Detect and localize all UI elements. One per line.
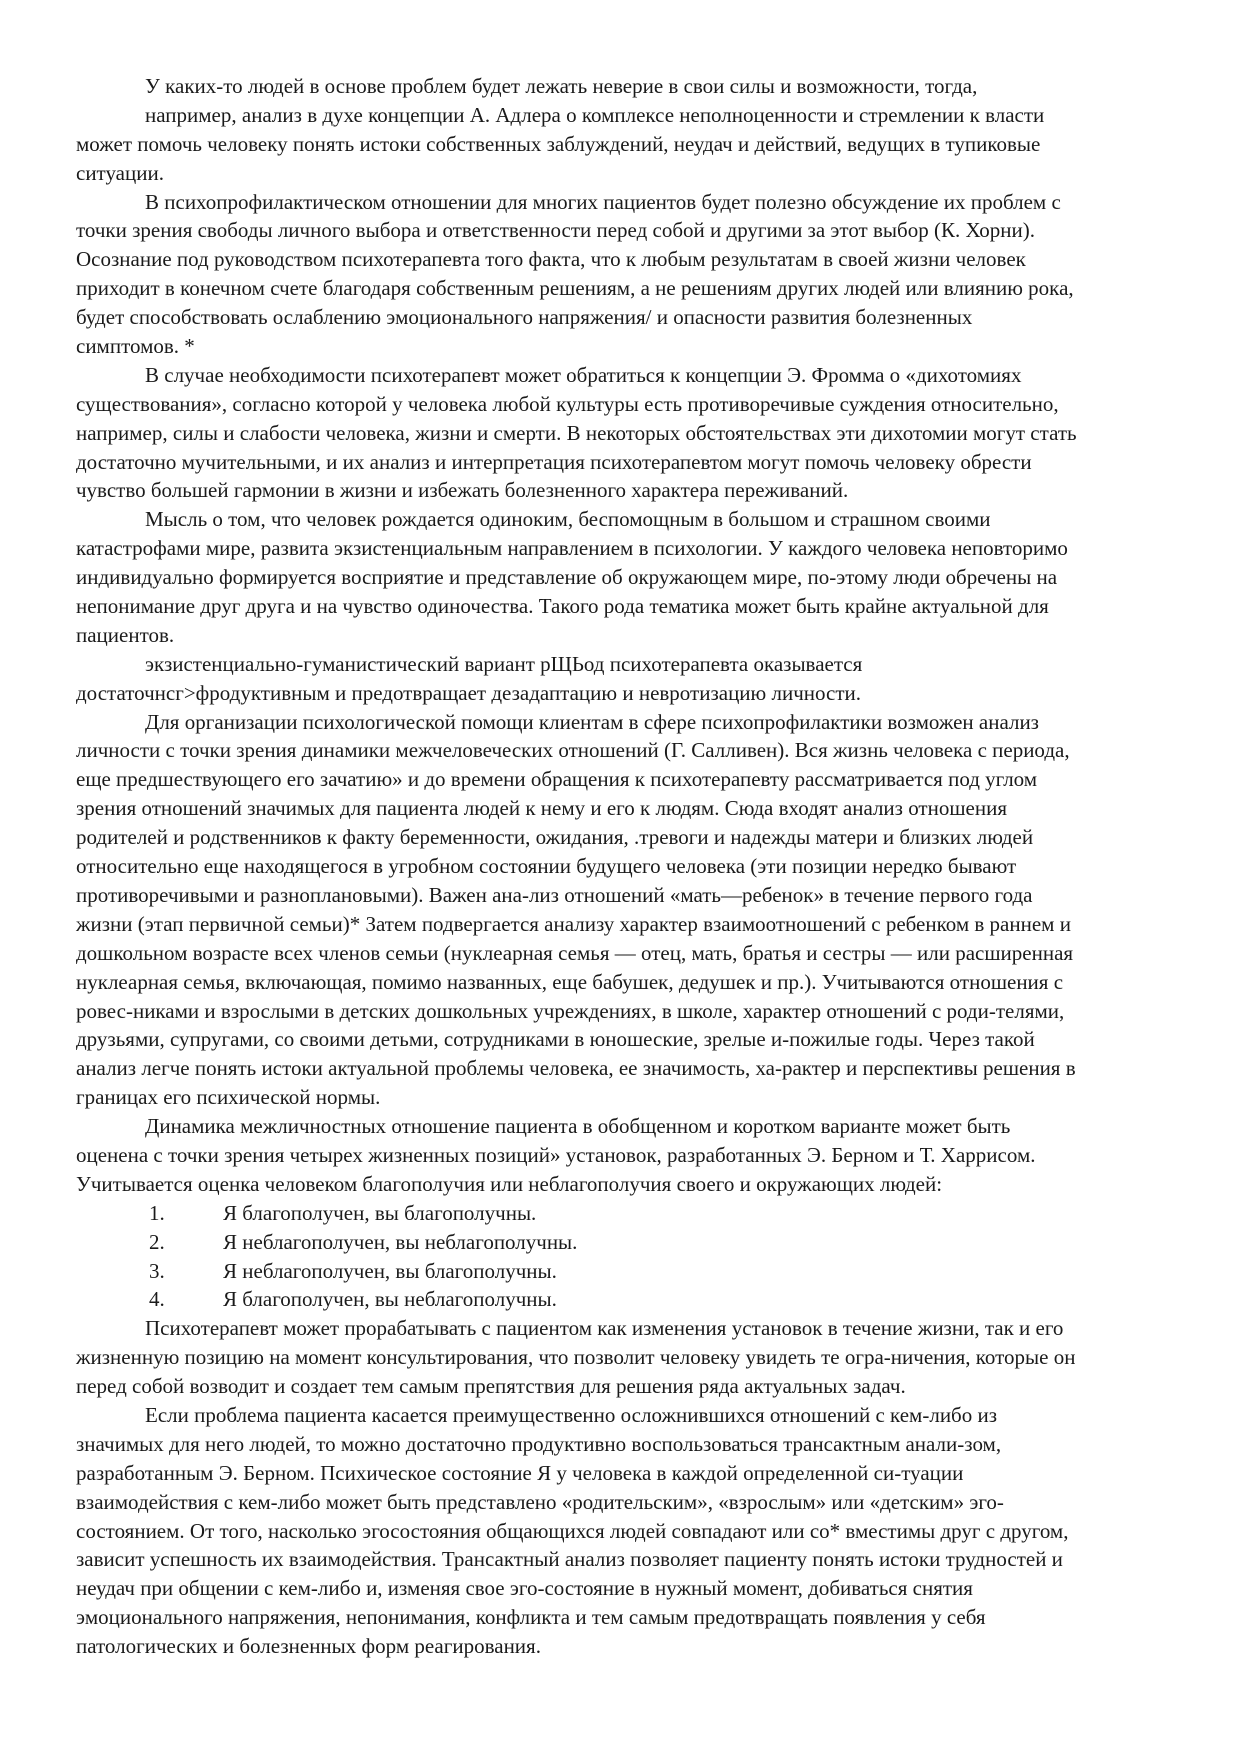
list-item-text: Я благополучен, вы неблагополучны. <box>223 1287 557 1312</box>
text-line: родителей и родственников к факту беременности, ожидания, .тревоги и надежды матери и близких людей <box>76 825 1034 850</box>
text-line: состоянием. От того, насколько эгосостояния общающихся людей совпадают или со* вместимы друг с другом, <box>76 1518 1069 1543</box>
text-line: может помочь человеку понять истоки собственных заблуждений, неудач и действий, ведущих в тупиковые <box>76 131 1041 156</box>
text-line: У каких-то людей в основе проблем будет лежать неверие в свои силы и возможности, тогда, <box>145 74 978 98</box>
list-item <box>76 1228 1166 1257</box>
list-item-text: Я благополучен, вы благополучны. <box>223 1200 537 1225</box>
text-line: будет способствовать ослаблению эмоционального напряжения/ и опасности развития болезненных <box>76 305 973 330</box>
text-line: перед собой возводит и создает тем самым препятствия для решения ряда актуальных задач. <box>76 1374 906 1399</box>
text-line: границах его психической нормы. <box>76 1085 381 1110</box>
text-line: жизненную позицию на момент консультирования, что позволит человеку увидеть те огра-ничения, которые он <box>76 1345 1076 1370</box>
document-page <box>76 72 1166 1661</box>
text-line: относительно еще находящегося в угробном состоянии будущего человека (эти позиции нередко бывают <box>76 854 1017 879</box>
text-line: В случае необходимости психотерапевт может обратиться к концепции Э. Фромма о «дихотомиях <box>145 362 1022 387</box>
list-item-number: 3. <box>149 1258 165 1283</box>
text-line: друзьями, супругами, со своими детьми, сотрудниками в юношеские, зрелые и-пожилые годы. Через такой <box>76 1027 1035 1052</box>
text-line: индивидуально формируется восприятие и представление об окружающем мире, по-этому люди обречены на <box>76 565 1058 590</box>
text-line: оценена с точки зрения четырех жизненных позиций» установок, разработанных Э. Берном и Т. Харрисом. <box>76 1142 1036 1167</box>
text-line: существования», согласно которой у человека любой культуры есть противоречивые суждения относительно, <box>76 391 1059 416</box>
list-item-text: Я неблагополучен, вы неблагополучны. <box>223 1229 578 1254</box>
list-item-number: 4. <box>149 1287 165 1312</box>
text-line: точки зрения свободы личного выбора и ответственности перед собой и другими за этот выбор (К. Хорни). <box>76 218 1036 243</box>
text-line: непонимание друг друга и на чувство одиночества. Такого рода тематика может быть крайне актуальной для <box>76 594 1049 619</box>
text-line: например, анализ в духе концепции А. Адлера о комплексе неполноценности и стремлении к власти <box>145 102 1045 127</box>
list-item <box>76 1257 1166 1286</box>
list-item <box>76 1285 1166 1314</box>
text-line: дошкольном возрасте всех членов семьи (нуклеарная семья — отец, мать, братья и сестры — или расширенная <box>76 940 1074 965</box>
text-line: эмоционального напряжения, непонимания, конфликта и тем самым предотвращать появления у себя <box>76 1605 986 1630</box>
text-line: приходит в конечном счете благодаря собственным решениям, а не решениям других людей или влиянию рока, <box>76 276 1074 301</box>
text-line: катастрофами мире, развита экзистенциальным направлением в психологии. У каждого человека неповторимо <box>76 536 1068 561</box>
text-line: экзистенциально-гуманистический вариант рЩЬод психотерапевта оказывается <box>145 651 863 676</box>
text-line: патологических и болезненных форм реагирования. <box>76 1634 541 1659</box>
text-line: противоречивыми и разноплановыми). Важен ана-лиз отношений «мать—ребенок» в течение первого года <box>76 882 1033 907</box>
text-line: В психопрофилактическом отношении для многих пациентов будет полезно обсуждение их проблем с <box>145 189 1061 214</box>
text-line: значимых для него людей, то можно достаточно продуктивно воспользоваться трансактным анали-зом, <box>76 1431 1002 1456</box>
text-line: личности с точки зрения динамики межчеловеческих отношений (Г. Салливен). Вся жизнь человека с периода, <box>76 738 1070 763</box>
text-line: Мысль о том, что человек рождается одиноким, беспомощным в большом и страшном своими <box>145 507 991 532</box>
text-line: зрения отношений значимых для пациента людей к нему и его к людям. Сюда входят анализ отношения <box>76 796 1007 821</box>
list-item-number: 1. <box>149 1200 165 1225</box>
text-line: Если проблема пациента касается преимущественно осложнившихся отношений с кем-либо из <box>145 1402 998 1427</box>
text-line: жизни (этап первичной семьи)* Затем подвергается анализу характер взаимоотношений с ребенком в раннем и <box>76 911 1071 936</box>
text-line: зависит успешность их взаимодействия. Трансактный анализ позволяет пациенту понять истоки трудностей и <box>76 1547 1063 1572</box>
text-line: неудач при общении с кем-либо и, изменяя свое эго-состояние в нужный момент, добиваться снятия <box>76 1576 973 1601</box>
text-line: Для организации психологической помощи клиентам в сфере психопрофилактики возможен анализ <box>145 709 1039 734</box>
text-line: Психотерапевт может прорабатывать с пациентом как изменения установок в течение жизни, так и его <box>145 1316 1064 1341</box>
list-item <box>76 1199 1166 1228</box>
text-line: анализ легче понять истоки актуальной проблемы человека, ее значимость, ха-рактер и перспективы решения в <box>76 1056 1076 1081</box>
list-item-text: Я неблагополучен, вы благополучны. <box>223 1258 557 1283</box>
text-line: пациентов. <box>76 622 175 647</box>
text-line: ситуации. <box>76 160 164 185</box>
text-line: симптомов. * <box>76 334 195 359</box>
text-line: Динамика межличностных отношение пациента в обобщенном и коротком варианте может быть <box>145 1114 1011 1139</box>
text-line: например, силы и слабости человека, жизни и смерти. В некоторых обстоятельствах эти дихотомии могут стать <box>76 420 1077 445</box>
text-line: достаточно мучительными, и их анализ и интерпретация психотерапевтом могут помочь человеку обрести <box>76 449 1032 474</box>
list-item-number: 2. <box>149 1229 165 1254</box>
text-line: еще предшествующего его зачатию» и до времени обращения к психотерапевту рассматривается под углом <box>76 767 1038 792</box>
text-line: ровес-никами и взрослыми в детских дошкольных учреждениях, в школе, характер отношений с роди-телями, <box>76 998 1065 1023</box>
text-line: разработанным Э. Берном. Психическое состояние Я у человека в каждой определенной си-туации <box>76 1460 964 1485</box>
text-line: нуклеарная семья, включающая, помимо названных, еще бабушек, дедушек и пр.). Учитываются отношения с <box>76 969 1064 994</box>
text-line: взаимодействия с кем-либо может быть представлено «родительским», «взрослым» или «детским» эго- <box>76 1489 1004 1514</box>
text-line: достаточнсг>фродуктивным и предотвращает дезадаптацию и невротизацию личности. <box>76 680 862 705</box>
text-line: Учитывается оценка человеком благополучия или неблагополучия своего и окружающих людей: <box>76 1171 943 1196</box>
text-line: Осознание под руководством психотерапевта того факта, что к любым результатам в своей жизни человек <box>76 247 1026 272</box>
text-line: чувство большей гармонии в жизни и избежать болезненного характера переживаний. <box>76 478 849 503</box>
